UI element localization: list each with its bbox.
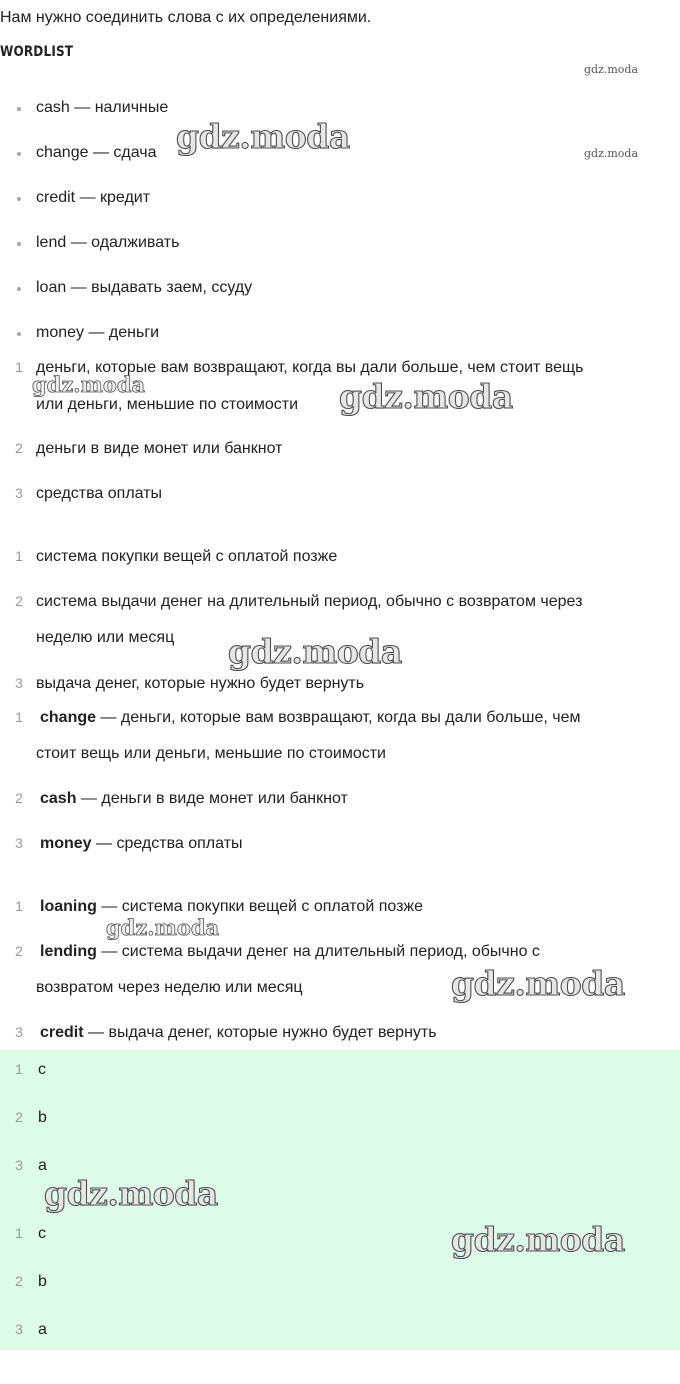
definition-line: выдача денег, которые нужно будет вернуть [36, 675, 365, 692]
wordlist-item: cash — наличные [36, 99, 169, 116]
answer-letter: b [38, 1273, 47, 1290]
wordlist-item: credit — кредит [36, 189, 151, 206]
answer-definition: — система покупки вещей с оплатой позже [96, 898, 424, 915]
intro-text: Нам нужно соединить слова с их определениями. [0, 9, 372, 26]
bullet-marker [17, 242, 21, 246]
bullet-marker [17, 107, 21, 111]
answer-term: loaning [40, 898, 97, 915]
list-number: 2 [15, 943, 23, 959]
answer-letter: c [38, 1061, 46, 1078]
answer-term: credit [40, 1024, 84, 1041]
answer-line [40, 708, 581, 728]
wordlist-item: change — сдача [36, 144, 157, 161]
wordlist-heading: WORDLIST [0, 44, 74, 60]
list-number: 2 [15, 1273, 23, 1289]
bullet-marker [17, 332, 21, 336]
list-number: 3 [15, 485, 23, 501]
answer-line-continued: возвратом через неделю или месяц [36, 979, 303, 996]
answer-letter: a [38, 1321, 47, 1338]
answer-definition: — выдача денег, которые нужно будет вернуть [83, 1024, 437, 1041]
watermark-logo: gdz.moda [228, 632, 402, 671]
answer-line [40, 897, 423, 917]
definition-line: деньги, которые вам возвращают, когда вы дали больше, чем стоит вещь [36, 359, 584, 376]
answer-letter: a [38, 1157, 47, 1174]
list-number: 3 [15, 1321, 23, 1337]
wordlist-item: loan — выдавать заем, ссуду [36, 279, 253, 296]
definition-line: или деньги, меньшие по стоимости [36, 396, 299, 413]
wordlist-item: lend — одалживать [36, 234, 180, 251]
bullet-marker [17, 197, 21, 201]
list-number: 2 [15, 593, 23, 609]
definition-line: система выдачи денег на длительный период, обычно с возвратом через [36, 593, 583, 610]
list-number: 3 [15, 1157, 23, 1173]
answer-line [40, 942, 540, 962]
watermark-logo: gdz.moda [44, 1174, 218, 1213]
list-number: 1 [15, 898, 23, 914]
list-number: 3 [15, 835, 23, 851]
watermark-logo: gdz.moda [584, 63, 639, 76]
answer-line [40, 834, 243, 854]
answer-term: cash [40, 790, 77, 807]
list-number: 2 [15, 1109, 23, 1125]
wordlist-item: money — деньги [36, 324, 160, 341]
watermark-logo: gdz.moda [339, 377, 513, 416]
list-number: 1 [15, 548, 23, 564]
answer-term: lending [40, 943, 97, 960]
bullet-marker [17, 152, 21, 156]
list-number: 1 [15, 1061, 23, 1077]
answer-term: change [40, 709, 97, 726]
list-number: 1 [15, 359, 23, 375]
answer-definition: — деньги, которые вам возвращают, когда вы дали больше, чем [96, 709, 581, 726]
watermark-logo: gdz.moda [451, 964, 625, 1003]
watermark-logo: gdz.moda [106, 915, 220, 940]
definition-line: неделю или месяц [36, 629, 175, 646]
list-number: 2 [15, 790, 23, 806]
watermark-logo: gdz.moda [32, 372, 146, 397]
definition-line: система покупки вещей с оплатой позже [36, 548, 338, 565]
answer-letter: b [38, 1109, 47, 1126]
answer-term: money [40, 835, 92, 852]
watermark-logo: gdz.moda [451, 1220, 625, 1259]
list-number: 2 [15, 440, 23, 456]
list-number: 1 [15, 709, 23, 725]
answer-definition: — система выдачи денег на длительный период, обычно с [96, 943, 540, 960]
bullet-marker [17, 287, 21, 291]
definition-line: средства оплаты [36, 485, 163, 502]
answer-letter: c [38, 1225, 46, 1242]
watermark-logo: gdz.moda [584, 147, 639, 160]
answer-definition: — деньги в виде монет или банкнот [76, 790, 348, 807]
definition-line: деньги в виде монет или банкнот [36, 440, 283, 457]
answer-line [40, 789, 348, 809]
watermark-logo: gdz.moda [176, 117, 350, 156]
list-number: 3 [15, 675, 23, 691]
answer-line [40, 1023, 437, 1043]
answer-line-continued: стоит вещь или деньги, меньшие по стоимости [36, 745, 386, 762]
list-number: 3 [15, 1024, 23, 1040]
list-number: 1 [15, 1225, 23, 1241]
answer-definition: — средства оплаты [91, 835, 243, 852]
